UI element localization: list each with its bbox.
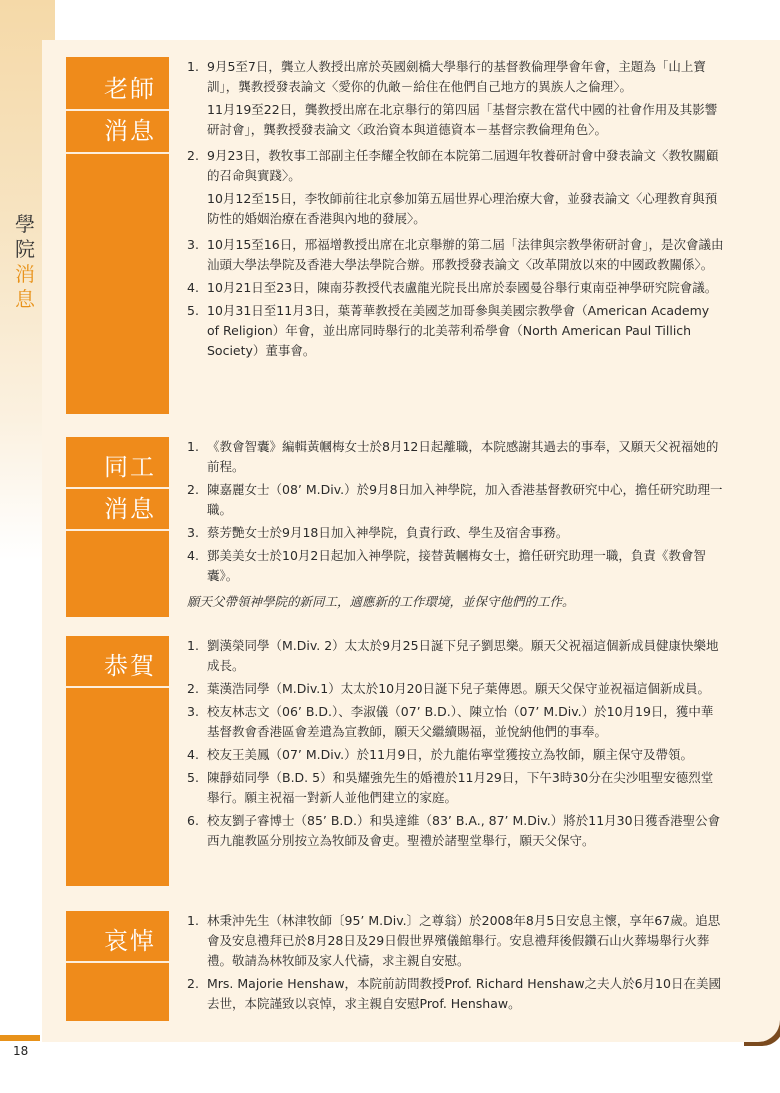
item-text: 校友王美鳳（07’ M.Div.）於11月9日，於九龍佑寧堂獲按立為牧師，願主保守及帶領。 [207,747,693,762]
list-item [187,235,725,275]
item-text: 劉漢榮同學（M.Div. 2）太太於9月25日誕下兒子劉思樂。願天父祝福這個新成員健康快樂地成長。 [207,638,719,673]
panel-corner [740,1002,780,1042]
list-item [187,437,725,477]
section-title: 哀悼 [104,927,156,955]
item-number: 6. [187,813,199,828]
item-number: 3. [187,237,199,252]
item-text: 10月15至16日，邢福增教授出席在北京舉辦的第二屆「法律與宗教學術研討會」，是次會議由汕頭大學法學院及香港大學法學院合辦。邢教授發表論文〈改革開放以來的中國政教關係〉。 [207,237,724,272]
page-number: 18 [13,1044,29,1058]
section-title-line1: 老師 [104,75,156,103]
item-text: Mrs. Majorie Henshaw，本院前訪問教授Prof. Richard Henshaw之夫人於6月10日在美國去世，本院謹致以哀悼，求主親自安慰Prof. Henshaw。 [207,976,721,1011]
section-title-line2: 消息 [104,117,156,145]
item-number: 1. [187,439,199,454]
sidebar-title [14,212,36,312]
item-number: 1. [187,913,199,928]
list-item [187,911,725,971]
item-number: 1. [187,638,199,653]
list-item [187,278,725,298]
section-title: 恭賀 [104,652,156,680]
list-item [187,546,725,586]
list-item [187,523,725,543]
list-item [187,745,725,765]
tab-divider [66,529,169,531]
item-number: 2. [187,681,199,696]
sidebar-char: 消 [15,262,35,286]
item-text: 《教會智囊》編輯黃幗梅女士於8月12日起離職，本院感謝其過去的事奉，又願天父祝福她的前程。 [207,439,719,474]
section-tab [66,636,169,886]
section-body [187,437,725,612]
tab-divider [66,686,169,688]
item-text [207,146,725,232]
section-note: 願天父帶領神學院的新同工，適應新的工作環境，並保守他們的工作。 [187,594,575,609]
item-number: 2. [187,976,199,991]
item-number: 1. [187,59,199,74]
list-item [187,480,725,520]
item-sub: 11月19至22日，龔教授出席在北京舉行的第四屆「基督宗教在當代中國的社會作用及其影響研討會」，龔教授發表論文〈政治資本與道德資本－基督宗教倫理角色〉。 [207,102,718,137]
footer-accent-bar [0,1035,40,1041]
sidebar-char: 息 [15,287,35,311]
item-text: 10月21日至23日，陳南芬教授代表盧龍光院長出席於泰國曼谷舉行東南亞神學研究院會議。 [207,280,718,295]
item-number: 4. [187,747,199,762]
item-number: 2. [187,148,199,163]
section-body [187,636,725,854]
item-number: 3. [187,525,199,540]
item-number: 5. [187,303,199,318]
section-body [187,57,725,364]
item-number: 3. [187,704,199,719]
section-title-line2: 消息 [104,495,156,523]
list-item [187,301,725,361]
section-body [187,911,725,1017]
item-number: 5. [187,770,199,785]
item-number: 4. [187,548,199,563]
item-main: 9月23日，教牧事工部副主任李耀全牧師在本院第二屆週年牧養研討會中發表論文〈教牧關顧的召命與實踐〉。 [207,148,719,183]
item-text: 校友劉子睿博士（85’ B.D.）和吳達維（83’ B.A., 87’ M.Div.）將於11月30日獲香港聖公會西九龍教區分別按立為牧師及會吏。聖禮於諸聖堂舉行，願天父保守。 [207,813,721,848]
list-item [187,146,725,232]
tab-divider [66,152,169,154]
section-tab [66,57,169,414]
section-tab [66,911,169,1021]
list-item [187,974,725,1014]
item-text: 林秉沖先生（林津牧師〔95’ M.Div.〕之尊翁）於2008年8月5日安息主懷，享年67歲。追思會及安息禮拜已於8月28日及29日假世界殯儀館舉行。安息禮拜後假鑽石山火葬場舉行火葬禮。敬請為林牧師及家人代禱，求主親自安慰。 [207,913,721,968]
item-text: 陳靜茹同學（B.D. 5）和吳耀強先生的婚禮於11月29日，下午3時30分在尖沙咀聖安德烈堂舉行。願主祝福一對新人並他們建立的家庭。 [207,770,714,805]
item-number: 2. [187,482,199,497]
item-number: 4. [187,280,199,295]
item-text: 校友林志文（06’ B.D.）、李淑儀（07’ B.D.）、陳立怡（07’ M.Div.）於10月19日，獲中華基督教會香港區會差遣為宣教師，願天父繼續賜福，並悅納他們的事奉。 [207,704,714,739]
sidebar-char: 院 [15,237,35,261]
list-item [187,811,725,851]
section-title-line1: 同工 [104,453,156,481]
sidebar-char: 學 [15,212,35,236]
list-item [187,57,725,143]
item-text: 鄧美美女士於10月2日起加入神學院，接替黃幗梅女士，擔任研究助理一職，負責《教會智囊》。 [207,548,706,583]
item-text: 葉漢浩同學（M.Div.1）太太於10月20日誕下兒子葉傳恩。願天父保守並祝福這個新成員。 [207,681,711,696]
item-text [207,57,725,143]
item-text: 蔡芳艷女士於9月18日加入神學院，負責行政、學生及宿舍事務。 [207,525,569,540]
list-item [187,768,725,808]
item-sub: 10月12至15日，李牧師前往北京參加第五屆世界心理治療大會，並發表論文〈心理教育與預防性的婚姻治療在香港與內地的發展〉。 [207,191,718,226]
item-main: 9月5至7日，龔立人教授出席於英國劍橋大學舉行的基督教倫理學會年會，主題為「山上寶訓」，龔教授發表論文〈愛你的仇敵－給住在他們自己地方的異族人之倫理〉。 [207,59,706,94]
tab-divider [66,961,169,963]
section-tab [66,437,169,617]
list-item [187,702,725,742]
list-item [187,679,725,699]
item-text: 10月31日至11月3日，葉菁華教授在美國芝加哥參與美國宗教學會（American Academy of Religion）年會，並出席同時舉行的北美蒂利希學會（North American Paul Tillich Society）董事會。 [207,303,710,358]
item-text: 陳嘉麗女士（08’ M.Div.）於9月8日加入神學院，加入香港基督教研究中心，擔任研究助理一職。 [207,482,723,517]
list-item [187,636,725,676]
